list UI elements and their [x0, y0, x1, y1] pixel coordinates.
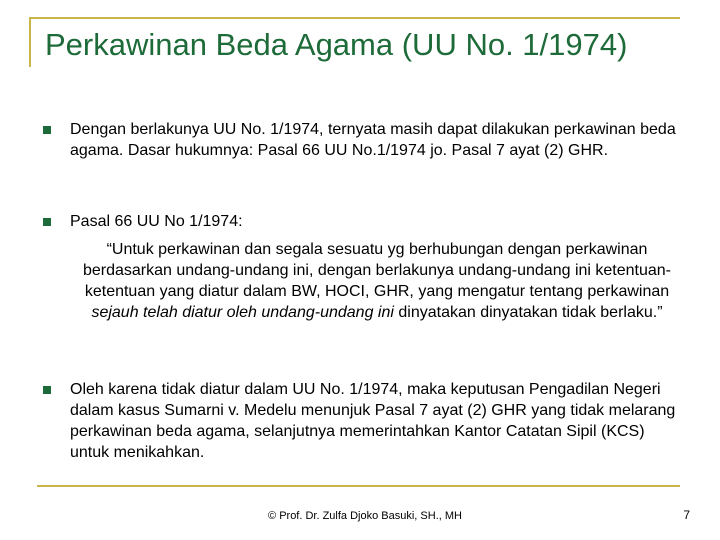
quoted-article [66, 239, 688, 323]
frame-left-line [29, 17, 31, 67]
page-number: 7 [683, 508, 690, 522]
frame-bottom-line [37, 485, 680, 487]
frame-top-line [29, 17, 680, 19]
quote-text-part2: dinyatakan dinyatakan tidak berlaku.” [393, 304, 663, 321]
slide-title: Perkawinan Beda Agama (UU No. 1/1974) [45, 27, 628, 62]
quote-text-part1: “Untuk perkawinan dan segala sesuatu yg berhubungan dengan perkawinan berdasarkan undang-undang ini, dengan berlakunya undang-undang ini ketentuan-ketentuan yang diatur dalam BW, HOCI, GHR, yang mengatur tentang perkawinan [82, 241, 671, 300]
footer-copyright: © Prof. Dr. Zulfa Djoko Basuki, SH., MH [268, 510, 462, 522]
bullet-marker-1 [43, 126, 51, 134]
bullet-marker-2 [43, 218, 51, 226]
bullet-text-1: Dengan berlakunya UU No. 1/1974, ternyata masih dapat dilakukan perkawinan beda agama. Dasar hukumnya: Pasal 66 UU No.1/1974 jo. Pasal 7 ayat (2) GHR. [70, 121, 676, 159]
bullet-text-2: Pasal 66 UU No 1/1974: [70, 213, 243, 230]
quote-italic-text: sejauh telah diatur oleh undang-undang ini [91, 304, 394, 321]
bullet-text-3: Oleh karena tidak diatur dalam UU No. 1/1974, maka keputusan Pengadilan Negeri dalam kasus Sumarni v. Medelu menunjuk Pasal 7 ayat (2) GHR yang tidak melarang perkawinan beda agama, selanjutnya memerintahkan Kantor Catatan Sipil (KCS) untuk menikahkan. [70, 381, 676, 461]
bullet-marker-3 [43, 386, 51, 394]
